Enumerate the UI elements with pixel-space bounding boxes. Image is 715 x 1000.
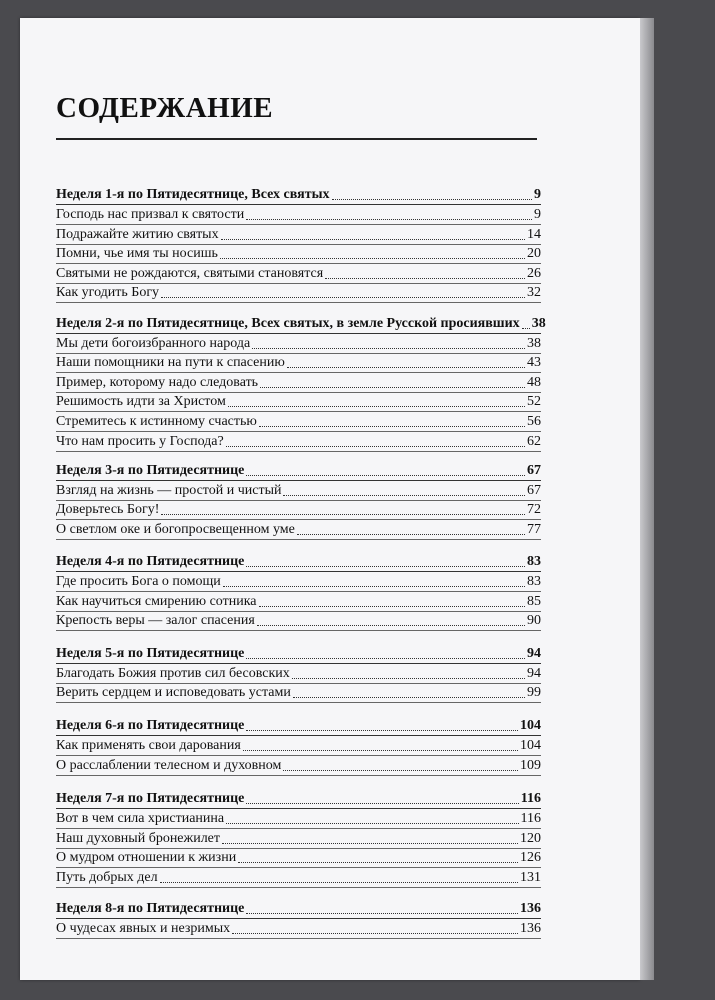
toc-entry	[56, 501, 541, 520]
toc-leader-dots	[160, 882, 518, 883]
toc-leader-dots	[259, 606, 525, 607]
toc-page-number: 62	[527, 433, 541, 449]
toc-leader-dots	[232, 933, 518, 934]
toc-leader-dots	[226, 446, 525, 447]
toc-entry-title: Решимость идти за Христом	[56, 394, 226, 410]
page-edge-shadow	[640, 18, 654, 980]
toc-entry	[56, 245, 541, 264]
toc-leader-dots	[522, 328, 530, 329]
toc-page-number: 67	[527, 482, 541, 498]
toc-entry	[56, 665, 541, 684]
toc-page-number: 94	[527, 645, 541, 661]
title-underline	[56, 138, 537, 140]
toc-entry-title: О светлом оке и богопросвещенном уме	[56, 521, 295, 537]
toc-leader-dots	[246, 913, 518, 914]
toc-section	[56, 900, 541, 939]
toc-page-number: 104	[520, 718, 541, 734]
toc-entry-title: Пример, которому надо следовать	[56, 374, 259, 390]
toc-entry-title: Подражайте житию святых	[56, 226, 219, 242]
toc-leader-dots	[238, 862, 518, 863]
toc-leader-dots	[243, 750, 518, 751]
toc-leader-dots	[223, 586, 525, 587]
toc-entry	[56, 206, 541, 225]
toc-section-heading	[56, 717, 541, 735]
toc-entry-title: Доверьтесь Богу!	[56, 502, 160, 518]
toc-section-heading	[56, 462, 541, 480]
toc-leader-dots	[220, 258, 525, 259]
toc-leader-dots	[260, 387, 525, 388]
toc-leader-dots	[246, 803, 518, 804]
toc-page-number: 99	[527, 685, 541, 701]
toc-entry-title: О мудром отношении к жизни	[56, 850, 237, 866]
toc-entry-title: Наш духовный бронежилет	[56, 830, 221, 846]
toc-section-heading	[56, 645, 541, 663]
toc-entry-title: Наши помощники на пути к спасению	[56, 355, 285, 371]
toc-entry-title: Неделя 1-я по Пятидесятнице, Всех святых	[56, 187, 330, 202]
toc-page-number: 77	[527, 521, 541, 537]
toc-page-number: 43	[527, 355, 541, 371]
toc-page-number: 67	[527, 462, 541, 478]
toc-leader-dots	[246, 566, 525, 567]
toc-entry	[56, 335, 541, 354]
toc-entry	[56, 284, 541, 303]
toc-entry-title: Неделя 2-я по Пятидесятнице, Всех святых, в земле Русской просиявших	[56, 315, 520, 331]
toc-leader-dots	[297, 534, 525, 535]
toc-entry	[56, 573, 541, 592]
toc-entry	[56, 920, 541, 939]
toc-entry	[56, 830, 541, 849]
toc-entry-title: Путь добрых дел	[56, 869, 158, 885]
toc-entry	[56, 810, 541, 829]
toc-page-number: 83	[527, 574, 541, 590]
toc-section-heading	[56, 315, 546, 333]
toc-entry-title: Неделя 4-я по Пятидесятнице	[56, 554, 245, 570]
toc-leader-dots	[161, 297, 525, 298]
toc-leader-dots	[292, 678, 525, 679]
toc-section	[56, 790, 541, 888]
toc-section	[56, 717, 541, 776]
toc-page-number: 38	[527, 335, 541, 351]
toc-section	[56, 553, 541, 631]
toc-entry	[56, 849, 541, 868]
toc-entry-title: Как научиться смирению сотника	[56, 593, 257, 609]
toc-section-heading	[56, 900, 541, 918]
toc-entry	[56, 433, 541, 452]
toc-page-number: 126	[520, 850, 541, 866]
toc-section	[56, 462, 541, 540]
toc-entry	[56, 354, 541, 373]
toc-leader-dots	[257, 625, 525, 626]
toc-entry-title: Как угодить Богу	[56, 285, 160, 301]
toc-entry	[56, 684, 541, 703]
toc-page-number: 48	[527, 374, 541, 390]
toc-entry	[56, 521, 541, 540]
toc-page-number: 83	[527, 554, 541, 570]
toc-leader-dots	[283, 495, 525, 496]
toc-page-number: 14	[527, 226, 541, 242]
toc-page-number: 136	[520, 901, 541, 917]
toc-entry-title: Как применять свои дарования	[56, 738, 241, 754]
toc-entry-title: Мы дети богоизбранного народа	[56, 335, 251, 351]
toc-entry-title: О чудесах явных и незримых	[56, 921, 231, 937]
toc-entry	[56, 482, 541, 501]
toc-page-number: 26	[527, 265, 541, 281]
toc-page-number: 90	[527, 613, 541, 629]
toc-section-heading	[56, 790, 541, 808]
toc-entry-title: Где просить Бога о помощи	[56, 574, 221, 590]
toc-page-number: 109	[520, 757, 541, 773]
toc-page-number: 85	[527, 593, 541, 609]
toc-entry-title: Неделя 7-я по Пятидесятнице	[56, 791, 245, 807]
toc-leader-dots	[246, 730, 518, 731]
toc-entry-title: Верить сердцем и исповедовать устами	[56, 685, 291, 701]
toc-entry	[56, 593, 541, 612]
toc-entry	[56, 737, 541, 756]
toc-section-heading	[56, 553, 541, 571]
toc-entry-title: Благодать Божия против сил бесовских	[56, 665, 290, 681]
toc-entry-title: Неделя 8-я по Пятидесятнице	[56, 901, 245, 917]
toc-leader-dots	[161, 514, 525, 515]
page-title: СОДЕРЖАНИЕ	[56, 92, 274, 124]
toc-leader-dots	[287, 367, 525, 368]
toc-page-number: 116	[520, 791, 541, 807]
toc-leader-dots	[226, 823, 518, 824]
toc-entry-title: Неделя 3-я по Пятидесятнице	[56, 462, 245, 478]
toc-entry	[56, 265, 541, 284]
toc-page-number: 94	[527, 665, 541, 681]
toc-page-number: 120	[520, 830, 541, 846]
toc-section	[56, 645, 541, 704]
toc-entry-title: Святыми не рождаются, святыми становятся	[56, 265, 324, 281]
toc-section	[56, 186, 541, 303]
toc-entry-title: Крепость веры — залог спасения	[56, 613, 255, 629]
toc-entry-title: Помни, чье имя ты носишь	[56, 246, 218, 262]
toc-page-number: 32	[527, 285, 541, 301]
toc-entry	[56, 226, 541, 245]
toc-entry	[56, 413, 541, 432]
toc-entry-title: Господь нас призвал к святости	[56, 207, 245, 222]
toc-entry-title: Неделя 5-я по Пятидесятнице	[56, 645, 245, 661]
toc-entry-title: Что нам просить у Господа?	[56, 433, 224, 449]
toc-page-number: 9	[534, 207, 541, 222]
toc-leader-dots	[222, 843, 518, 844]
toc-leader-dots	[228, 406, 525, 407]
toc-leader-dots	[332, 199, 532, 200]
toc-page-number: 52	[527, 394, 541, 410]
toc-page-number: 72	[527, 502, 541, 518]
toc-leader-dots	[259, 426, 525, 427]
toc-leader-dots	[246, 219, 532, 220]
toc-leader-dots	[246, 475, 525, 476]
toc-entry-title: Вот в чем сила христианина	[56, 811, 225, 827]
toc-page-number: 20	[527, 246, 541, 262]
toc-page-number: 56	[527, 413, 541, 429]
toc-entry	[56, 869, 541, 888]
toc-leader-dots	[325, 278, 525, 279]
toc-leader-dots	[283, 770, 518, 771]
toc-entry-title: О расслаблении телесном и духовном	[56, 757, 282, 773]
toc-page-number: 38	[531, 315, 546, 331]
toc-section	[56, 315, 546, 452]
toc-page-number: 131	[520, 869, 541, 885]
toc-leader-dots	[293, 697, 525, 698]
toc-entry	[56, 393, 541, 412]
toc-page-number: 136	[520, 921, 541, 937]
toc-entry-title: Стремитесь к истинному счастью	[56, 413, 257, 429]
toc-entry	[56, 374, 541, 393]
toc-entry-title: Неделя 6-я по Пятидесятнице	[56, 718, 245, 734]
toc-entry-title: Взгляд на жизнь — простой и чистый	[56, 482, 282, 498]
toc-section-heading	[56, 186, 541, 204]
toc-entry	[56, 757, 541, 776]
toc-leader-dots	[221, 239, 525, 240]
toc-page-number: 9	[534, 187, 541, 202]
toc-page-number: 104	[520, 738, 541, 754]
toc-page-number: 116	[520, 811, 541, 827]
toc-leader-dots	[246, 658, 525, 659]
toc-leader-dots	[252, 348, 525, 349]
toc-entry	[56, 612, 541, 631]
